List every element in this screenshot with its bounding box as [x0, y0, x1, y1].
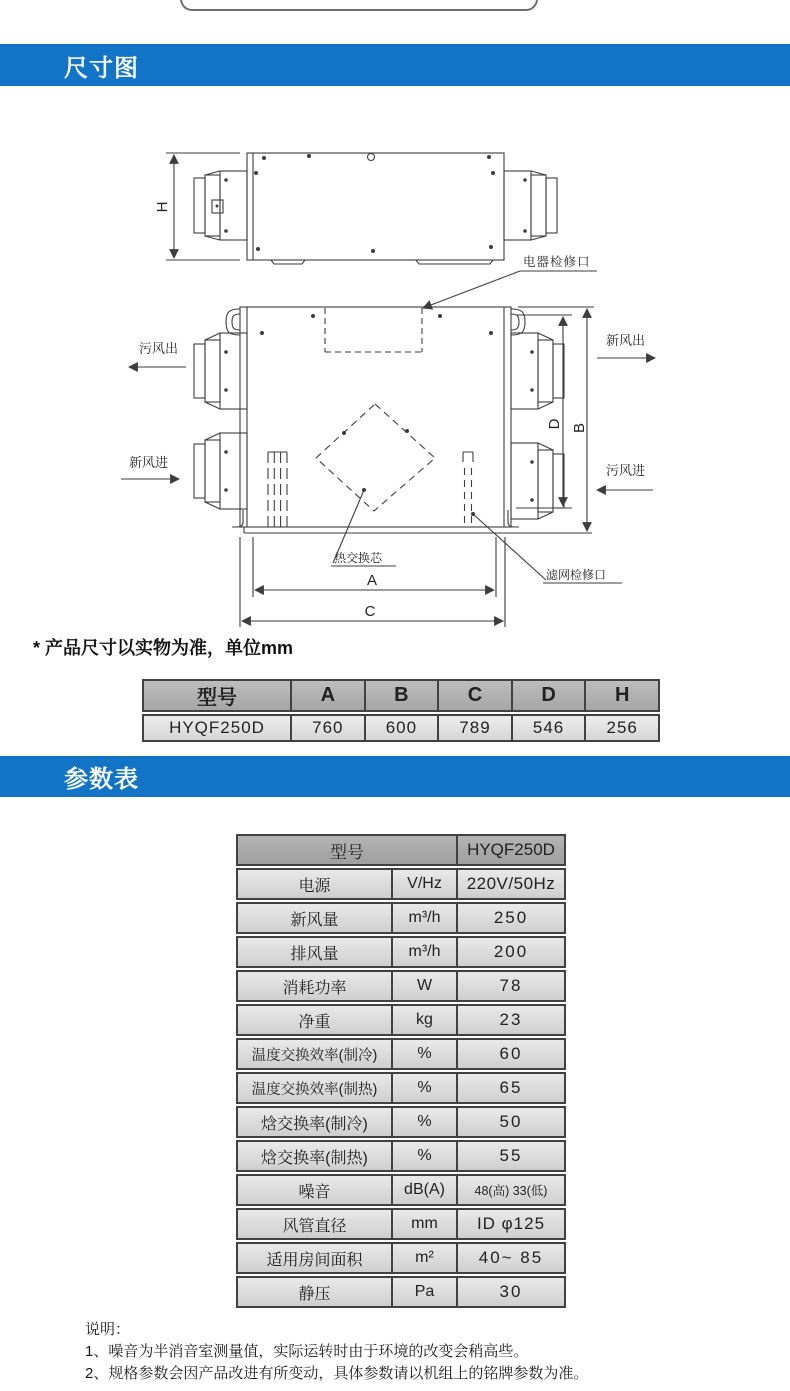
param-name: 噪音: [236, 1174, 393, 1206]
dimension-table: [142, 677, 660, 744]
param-model-label: 型号: [236, 834, 458, 866]
param-row-fresh-airflow: [236, 902, 566, 934]
param-name: 净重: [236, 1004, 393, 1036]
param-row-static-pressure: [236, 1276, 566, 1308]
param-unit: m²: [393, 1242, 458, 1274]
dim-h-label: H: [154, 201, 171, 213]
param-unit: %: [393, 1038, 458, 1070]
section-title-dimensions: 尺寸图: [64, 54, 139, 82]
param-value: 200: [458, 936, 566, 968]
left-port-top: [194, 333, 247, 409]
airflow-labels: [121, 333, 655, 490]
param-row-model: [236, 834, 566, 866]
section-header-parameters: [0, 756, 790, 797]
left-port-bottom: [194, 433, 247, 509]
param-value: 78: [458, 970, 566, 1002]
param-row-noise: [236, 1174, 566, 1206]
dim-model-value: HYQF250D: [142, 714, 292, 742]
dim-h-value: 256: [586, 714, 660, 742]
param-unit: Pa: [393, 1276, 458, 1308]
screw-dots: [254, 154, 495, 253]
param-value: 220V/50Hz: [458, 868, 566, 900]
parameter-table: [236, 832, 566, 1310]
dim-header-d: D: [513, 679, 587, 712]
dimension-table-header-row: [142, 679, 660, 712]
vertical-dimensions: [516, 307, 594, 531]
dimension-table-data-row: [142, 714, 660, 742]
param-unit: dB(A): [393, 1174, 458, 1206]
section-header-dimensions: [0, 44, 790, 86]
param-name: 温度交换效率(制冷): [236, 1038, 393, 1070]
param-row-power-consumption: [236, 970, 566, 1002]
dim-b-label: B: [571, 422, 588, 434]
label-dirty-air-out: 污风出: [139, 341, 179, 356]
param-name: 风管直径: [236, 1208, 393, 1240]
dim-header-b: B: [366, 679, 440, 712]
dim-c-label: C: [364, 603, 376, 620]
param-name: 焓交换率(制冷): [236, 1106, 393, 1138]
param-unit: %: [393, 1106, 458, 1138]
param-model-value: HYQF250D: [458, 834, 566, 866]
param-row-room-area: [236, 1242, 566, 1274]
param-unit: mm: [393, 1208, 458, 1240]
label-filter-access: 滤网检修口: [546, 568, 607, 582]
dim-d-value: 546: [513, 714, 587, 742]
param-row-power: [236, 868, 566, 900]
electrical-access-hatch: [325, 308, 422, 352]
param-value: ID φ125: [458, 1208, 566, 1240]
dimension-note: * 产品尺寸以实物为准，单位mm: [33, 638, 294, 658]
dim-a-label: A: [366, 572, 378, 589]
dim-a-value: 760: [292, 714, 366, 742]
param-unit: m³/h: [393, 936, 458, 968]
param-value: 23: [458, 1004, 566, 1036]
side-view: [154, 153, 557, 264]
heat-core-diamond: [316, 404, 435, 511]
filter-access-callout: [473, 514, 622, 583]
dim-header-model: 型号: [142, 679, 292, 712]
param-row-duct-diameter: [236, 1208, 566, 1240]
label-fresh-air-in: 新风进: [129, 455, 169, 470]
dim-d-label: D: [546, 418, 563, 430]
param-value: 60: [458, 1038, 566, 1070]
top-view: [194, 307, 592, 533]
param-name: 电源: [236, 868, 393, 900]
section-title-parameters: 参数表: [64, 766, 139, 793]
notes-heading: 说明：: [85, 1321, 131, 1338]
param-unit: V/Hz: [393, 868, 458, 900]
param-value: 50: [458, 1106, 566, 1138]
right-port-top: [511, 333, 564, 409]
param-name: 适用房间面积: [236, 1242, 393, 1274]
param-name: 排风量: [236, 936, 393, 968]
param-name: 新风量: [236, 902, 393, 934]
param-name: 焓交换率(制热): [236, 1140, 393, 1172]
note-line-1: 1、噪音为半消音室测量值，实际运转时由于环境的改变会稍高些。: [85, 1343, 529, 1360]
param-row-exhaust-airflow: [236, 936, 566, 968]
horizontal-dimensions: [240, 537, 505, 627]
dim-header-c: C: [439, 679, 513, 712]
param-name: 消耗功率: [236, 970, 393, 1002]
dim-b-value: 600: [366, 714, 440, 742]
dim-c-value: 789: [439, 714, 513, 742]
notes-section: [85, 1319, 588, 1385]
param-name: 静压: [236, 1276, 393, 1308]
dimension-diagram: [0, 0, 790, 650]
label-electrical-access: 电器检修口: [523, 255, 591, 269]
cropped-product-image: [180, 0, 538, 11]
param-value: 30: [458, 1276, 566, 1308]
heat-core-callout: [331, 490, 396, 566]
dim-header-h: H: [586, 679, 660, 712]
param-row-enthalpy-heating: [236, 1140, 566, 1172]
param-value: 65: [458, 1072, 566, 1104]
param-unit: kg: [393, 1004, 458, 1036]
dim-header-a: A: [292, 679, 366, 712]
param-unit: m³/h: [393, 902, 458, 934]
note-line-2: 2、规格参数会因产品改进有所变动，具体参数请以机组上的铭牌参数为准。: [85, 1365, 589, 1382]
param-unit: W: [393, 970, 458, 1002]
label-dirty-air-in: 污风进: [606, 463, 646, 478]
param-row-enthalpy-cooling: [236, 1106, 566, 1138]
param-row-temp-eff-heating: [236, 1072, 566, 1104]
param-name: 温度交换效率(制热): [236, 1072, 393, 1104]
param-value: 55: [458, 1140, 566, 1172]
param-unit: %: [393, 1072, 458, 1104]
param-value: 48(高) 33(低): [458, 1174, 566, 1206]
param-row-temp-eff-cooling: [236, 1038, 566, 1070]
param-row-net-weight: [236, 1004, 566, 1036]
param-value: 40~ 85: [458, 1242, 566, 1274]
param-value: 250: [458, 902, 566, 934]
label-heat-exchange-core: 热交换芯: [334, 551, 383, 565]
right-port-bottom: [511, 443, 564, 519]
electrical-access-callout: [423, 254, 597, 308]
param-unit: %: [393, 1140, 458, 1172]
label-fresh-air-out: 新风出: [606, 333, 646, 348]
